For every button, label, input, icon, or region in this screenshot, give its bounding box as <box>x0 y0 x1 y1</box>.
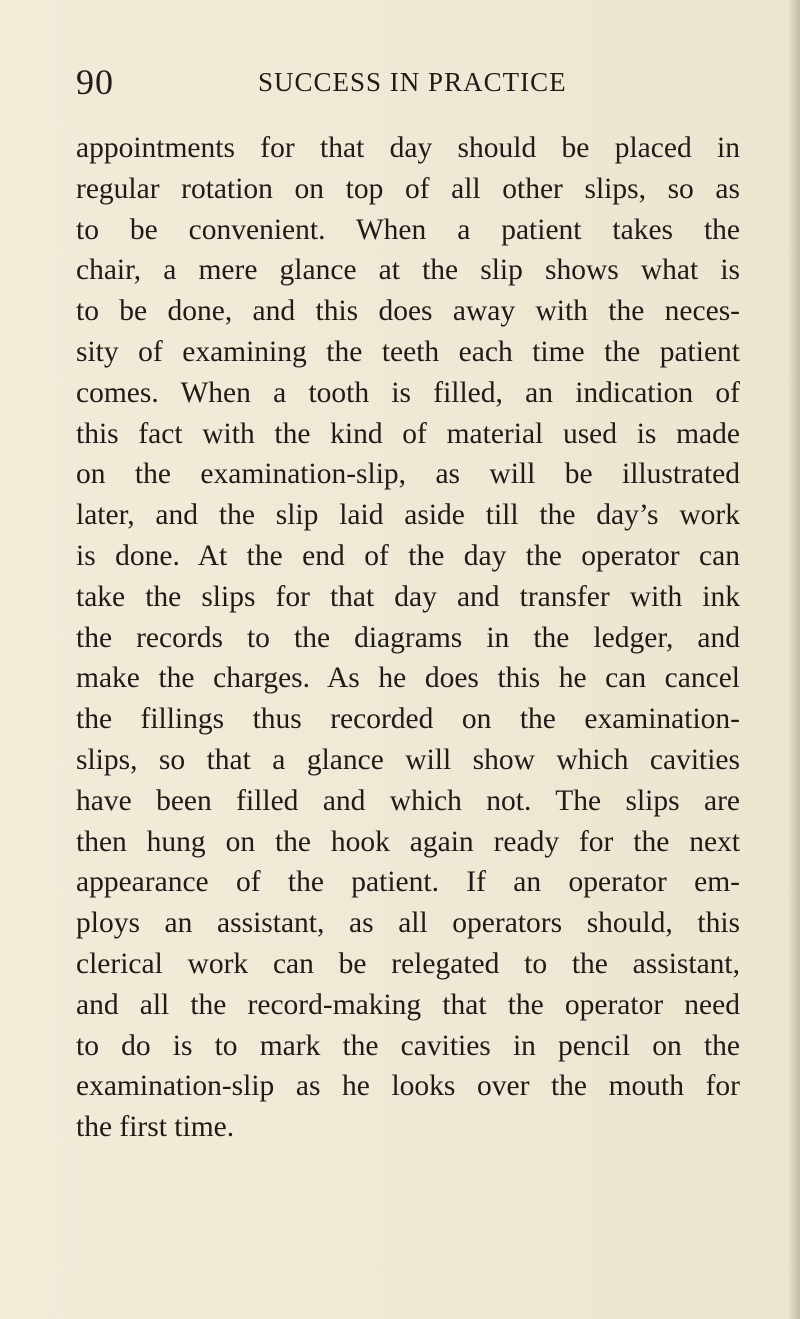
body-paragraph <box>76 128 740 1148</box>
running-head: SUCCESS IN PRACTICE <box>258 67 567 97</box>
text-line: regular rotation on top of all other slips, so as <box>76 172 740 205</box>
text-line: take the slips for that day and transfer with ink <box>76 580 740 613</box>
text-line: then hung on the hook again ready for the next <box>76 825 740 858</box>
text-line: appearance of the patient. If an operator em- <box>76 866 740 899</box>
page-number: 90 <box>76 62 114 102</box>
text-line: have been filled and which not. The slips are <box>76 784 740 817</box>
text-line: to be done, and this does away with the neces- <box>76 295 740 328</box>
text-line: comes. When a tooth is filled, an indication of <box>76 376 740 409</box>
text-line: and all the record-making that the operator need <box>76 988 740 1021</box>
text-line: clerical work can be relegated to the assistant, <box>76 947 740 980</box>
text-line: examination-slip as he looks over the mouth for <box>76 1070 740 1103</box>
text-line: slips, so that a glance will show which cavities <box>76 743 740 776</box>
text-line: to be convenient. When a patient takes the <box>76 213 740 246</box>
text-line: is done. At the end of the day the operator can <box>76 539 740 572</box>
text-line: sity of examining the teeth each time the patient <box>76 335 740 368</box>
page-header <box>76 62 736 106</box>
text-line: on the examination-slip, as will be illustrated <box>76 458 740 491</box>
text-line: chair, a mere glance at the slip shows what is <box>76 254 740 287</box>
text-line: the fillings thus recorded on the examination- <box>76 703 740 736</box>
text-line: ploys an assistant, as all operators should, this <box>76 907 740 940</box>
text-line: to do is to mark the cavities in pencil on the <box>76 1029 740 1062</box>
text-line: later, and the slip laid aside till the day’s work <box>76 499 740 532</box>
page-edge-shadow <box>788 0 800 1319</box>
text-line: appointments for that day should be placed in <box>76 132 740 164</box>
text-line: the first time. <box>76 1111 235 1144</box>
text-line: the records to the diagrams in the ledger, and <box>76 621 740 654</box>
text-line: make the charges. As he does this he can cancel <box>76 662 740 695</box>
text-line: this fact with the kind of material used is made <box>76 417 740 450</box>
